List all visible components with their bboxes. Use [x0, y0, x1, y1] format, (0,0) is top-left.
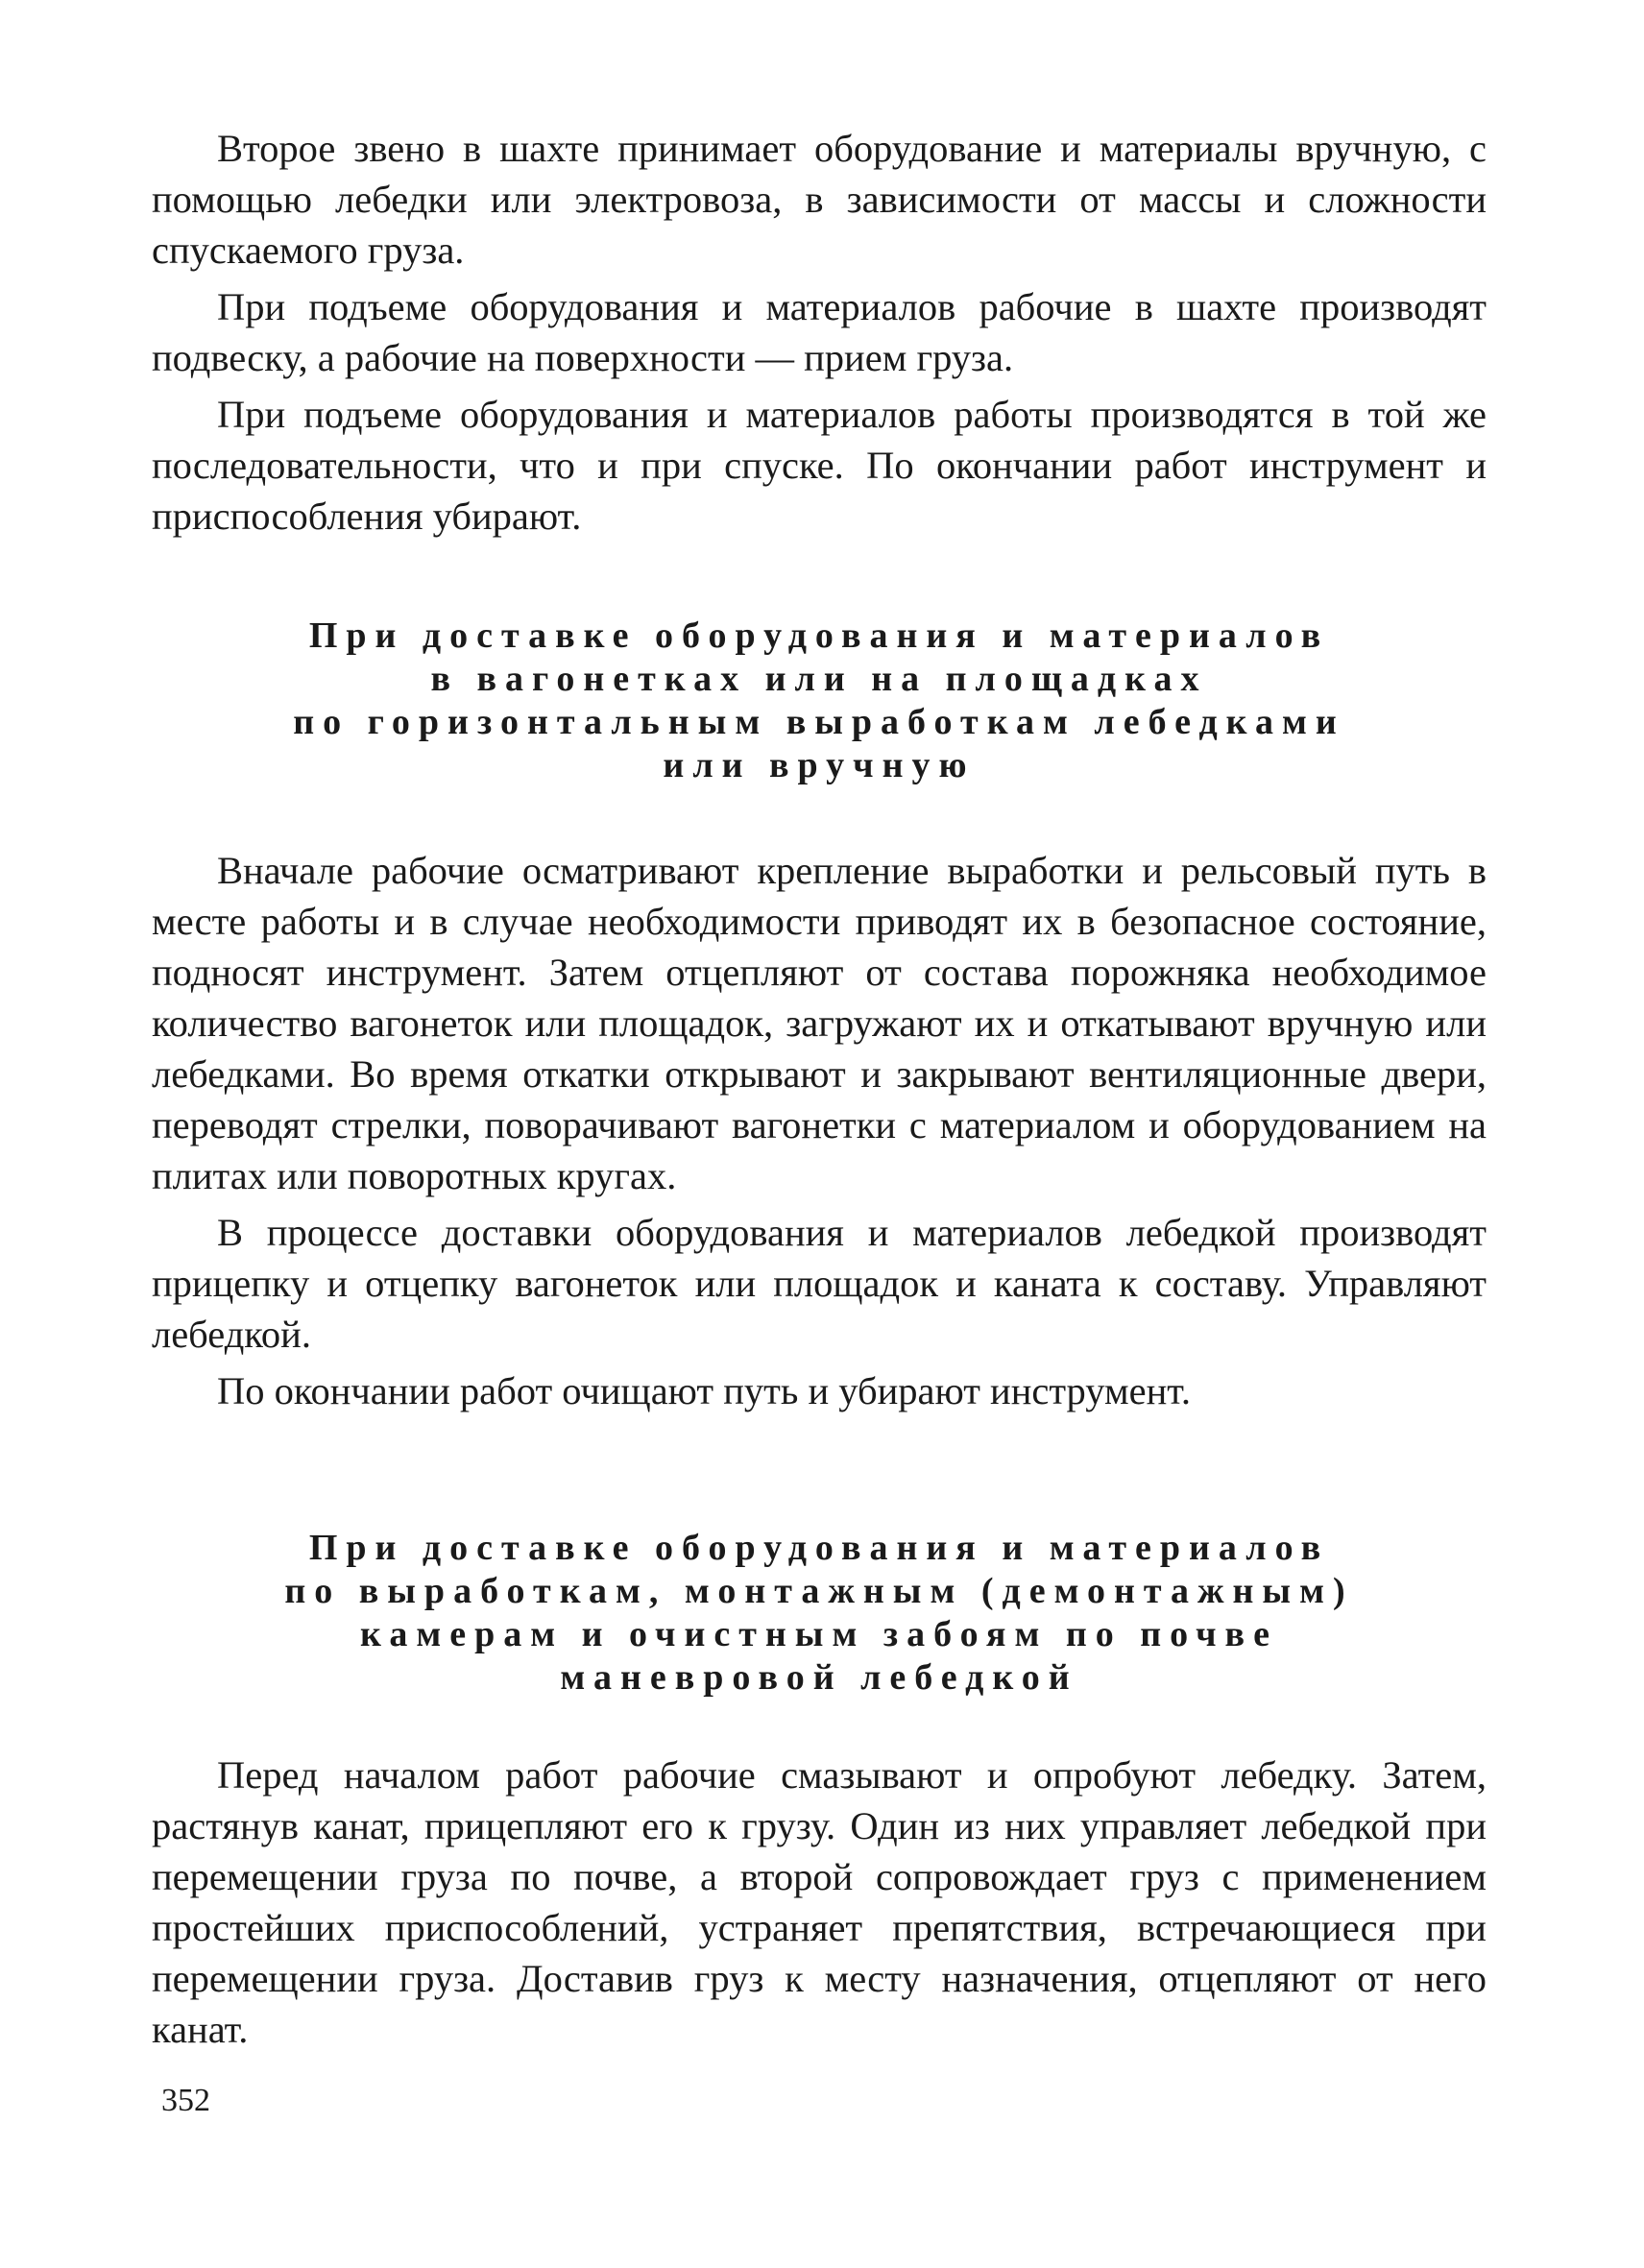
section-3-text [152, 1749, 1487, 2055]
heading-line: по горизонтальным выработкам лебедками [293, 702, 1345, 742]
paragraph: При подъеме оборудования и материалов работы производятся в той же последовательности, что и при спуске. По окончании работ инструмент и приспособления убирают. [152, 393, 1487, 538]
paragraph: Вначале рабочие осматривают крепление выработки и рельсовый путь в месте работы и в случае необходимости приводят их в безопасное состояние, подносят инструмент. Затем отцепляют от состава порожняка необходимое количество вагонеток или площадок, загружают их и откатывают вручную или лебедками. Во время откатки открывают и закрывают вентиляционные двери, переводят стрелки, поворачивают вагонетки с материалом и оборудованием на плитах или поворотных кругах. [152, 849, 1487, 1197]
heading-line: При доставке оборудования и материалов [308, 1528, 1330, 1568]
heading-line: маневровой лебедкой [560, 1657, 1078, 1698]
paragraph: По окончании работ очищают путь и убирают инструмент. [217, 1369, 1192, 1412]
paragraph: В процессе доставки оборудования и материалов лебедкой производят прицепку и отцепку вагонеток или площадок и каната к составу. Управляют лебедкой. [152, 1211, 1487, 1356]
section-3-heading [152, 1527, 1487, 1700]
heading-line: в вагонетках или на площадках [430, 659, 1208, 699]
heading-line: При доставке оборудования и материалов [308, 615, 1330, 656]
heading-line: камерам и очистным забоям по почве [360, 1614, 1278, 1654]
paragraph: При подъеме оборудования и материалов рабочие в шахте производят подвеску, а рабочие на поверхности — прием груза. [152, 285, 1487, 379]
page-number: 352 [161, 2083, 210, 2118]
section-1-text [152, 123, 1487, 542]
section-2-heading [152, 615, 1487, 787]
section-2-text [152, 845, 1487, 1416]
paragraph: Второе звено в шахте принимает оборудование и материалы вручную, с помощью лебедки или электровоза, в зависимости от массы и сложности спускаемого груза. [152, 127, 1487, 272]
heading-line: по выработкам, монтажным (демонтажным) [284, 1571, 1354, 1611]
paragraph: Перед началом работ рабочие смазывают и опробуют лебедку. Затем, растянув канат, прицепляют его к грузу. Один из них управляет лебедкой при перемещении груза по почве, а второй сопровождает груз с применением простейших приспособлений, устраняет препятствия, встречающиеся при перемещении груза. Доставив груз к месту назначения, отцепляют от него канат. [152, 1753, 1487, 2051]
heading-line: или вручную [663, 745, 976, 785]
